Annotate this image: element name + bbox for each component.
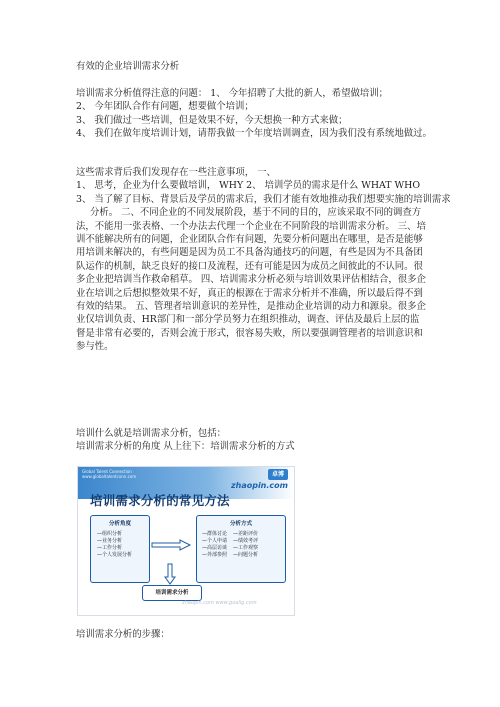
list-item: 1、 思考，企业为什么要做培训， WHY: [76, 180, 244, 192]
section-heading: 这些需求背后我们发现存在一些注意事项，: [76, 167, 255, 178]
box-item: —个人申请: [202, 538, 228, 544]
box-item: —业务分析: [97, 538, 123, 544]
section-considerations: [76, 166, 451, 354]
box-item: —群体讨论: [202, 531, 228, 537]
analysis-angle-box: [90, 515, 150, 583]
figure-title: 培训需求分析的常见方法: [90, 493, 230, 508]
list-item: 3、 当了解了目标、背景后及学员的需求后，我们才能有效地推动我们想要实施的培训需求: [76, 193, 451, 205]
brand-line: www.globaltalentconn.com: [82, 474, 137, 479]
paragraph-point-3: 三、培训不能解决所有的问题，企业团队合作有问题，先要分析问题出在哪里，是否是能够用培训来解决的，有些问题是因为员工不具备沟通技巧的问题，有些是因为不具备团队运作的机制，缺乏良好的接口及流程，还有可能是因为成员之间彼此的不认同。很多企业把培训当作救命稻草。: [76, 220, 426, 286]
list-item-continuation: 分析。: [90, 207, 119, 219]
paragraph-point-4: 四、培训需求分析必须与培训效果评估相结合，很多企业在培训之后想拟整效果不好，真正的根源在于需求分析并不准确，所以最后得不到有效的结果。: [76, 274, 426, 313]
box-item: —工作分析: [97, 545, 123, 551]
zhaopin-logo: [230, 469, 288, 495]
training-needs-analysis-box: 培训需求分析: [142, 585, 202, 601]
arrow-right-icon: [150, 539, 192, 551]
paragraph-point-2: 二、不同企业的不同发展阶段，基于不同的目的，应该采取不同的调查方法，不能用一张表格、一个办法去代理一个企业在不同阶段的培训需求分析。: [76, 207, 422, 232]
box-item: —绩效考评: [233, 538, 259, 544]
section-analysis-intro: [76, 427, 428, 454]
list-item: 2、 培训学员的需求是什么 WHAT WHO: [246, 180, 421, 192]
box-item: —个人发展分析: [97, 552, 133, 558]
box-item: —工作观察: [233, 545, 259, 551]
list-item: 1、 今年招聘了大批的新人，希望做培训；: [210, 88, 388, 99]
box-item: —问题分析: [233, 552, 259, 558]
box-heading: 分析方式: [229, 521, 252, 527]
analysis-method-box: [196, 515, 286, 583]
logo-text: zhaopin.com: [230, 481, 288, 490]
box-item: —外部参照: [202, 552, 228, 558]
figure-brand-text: [82, 469, 136, 479]
section-heading: 培训需求分析值得注意的问题：: [76, 88, 208, 99]
box-item: —高层访谈: [202, 545, 228, 551]
training-needs-methods-figure: [77, 466, 295, 616]
text-line: 培训需求分析的角度 从上往下：培训需求分析的方式: [76, 441, 295, 453]
arrow-down-icon: [164, 563, 176, 585]
logo-badge: 卓博: [268, 469, 288, 480]
list-item: 4、 我们在做年度培训计划，请帮我做一个年度培训调查，因为我们没有系统地做过。: [76, 128, 432, 140]
point-label: 一、: [257, 167, 276, 178]
box-item: —差距评价: [233, 531, 259, 537]
figure-watermark: zhaopin.com www.goalig.com: [182, 600, 257, 606]
document-title: 有效的企业培训需求分析: [76, 61, 180, 72]
list-item: 2、 今年团队合作有问题，想要做个培训；: [76, 101, 254, 113]
box-heading: 分析角度: [108, 521, 131, 527]
section-training-issues: [76, 87, 432, 141]
brand-line: Global Talent Connection: [82, 469, 132, 474]
paragraph-point-5: 五、管理者培训意识的差异性，是推动企业培训的动力和源泉。很多企业仅培训负责、HR部门和一部分学员努力在组织推动，调查、评估及最后上层的监督是非常有必要的，否则会流于形式，很容易失败，所以要强调管理者的培训意识和参与性。: [76, 301, 426, 353]
footer-line: 培训需求分析的步骤：: [76, 629, 170, 640]
box-item: —组织分析: [97, 531, 123, 537]
list-item: 3、 我们做过一些培训，但是效果不好，今天想换一种方式来做；: [76, 114, 348, 126]
text-line: 培训什么就是培训需求分析，包括：: [76, 428, 227, 439]
